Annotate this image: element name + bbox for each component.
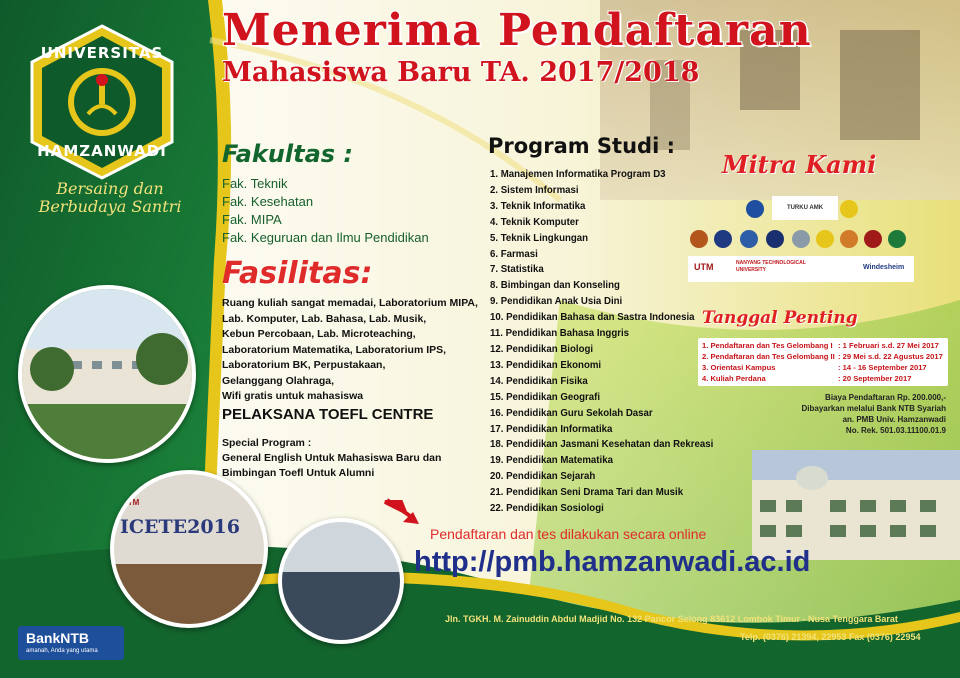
partner-logos-row1: [740, 194, 910, 224]
list-item: General English Untuk Mahasiswa Baru dan: [222, 452, 442, 464]
list-item: Laboratorium Matematika, Laboratorium IPS,: [222, 343, 447, 356]
list-item: 9. Pendidikan Anak Usia Dini: [490, 295, 623, 308]
biaya-line: No. Rek. 501.03.11100.01.9: [845, 426, 946, 435]
biaya-line: Biaya Pendaftaran Rp. 200.000,-: [825, 393, 946, 402]
biaya-block: [740, 392, 946, 436]
partner-logos-row3: [688, 256, 914, 282]
partner-logo-icon: [864, 230, 882, 248]
fakultas-heading: Fakultas :: [222, 140, 354, 168]
biaya-line: an. PMB Univ. Hamzanwadi: [842, 415, 946, 424]
tagline-line1: Bersaing dan: [56, 179, 164, 198]
list-item: 11. Pendidikan Bahasa Inggris: [490, 327, 630, 340]
list-item: 10. Pendidikan Bahasa dan Sastra Indonesia: [490, 311, 695, 324]
list-item: Wifi gratis untuk mahasiswa: [222, 390, 364, 402]
list-item: 22. Pendidikan Sosiologi: [490, 502, 604, 515]
table-row: [702, 340, 944, 351]
toefl-list: [222, 436, 441, 481]
classroom-photo: [278, 518, 404, 644]
tagline: [30, 180, 190, 216]
logo-top-text: UNIVERSITAS: [40, 44, 164, 62]
fakultas-list: [222, 175, 429, 247]
list-item: 14. Pendidikan Fisika: [490, 374, 588, 387]
bank-logo: [18, 626, 124, 660]
list-item: Fak. MIPA: [222, 212, 282, 227]
partner-logo-icon: [766, 230, 784, 248]
list-item: Bimbingan Toefl Untuk Alumni: [222, 467, 375, 479]
list-item: 8. Bimbingan dan Konseling: [490, 279, 620, 292]
mitra-heading: Mitra Kami: [722, 150, 877, 179]
list-item: 3. Teknik Informatika: [490, 199, 586, 212]
list-item: 21. Pendidikan Seni Drama Tari dan Musik: [490, 486, 684, 499]
list-item: 19. Pendidikan Matematika: [490, 454, 613, 467]
bank-slogan: amanah, Anda yang utama: [26, 648, 98, 654]
list-item: 7. Statistika: [490, 263, 544, 276]
list-item: 6. Farmasi: [490, 247, 538, 260]
program-studi-list: [490, 167, 733, 517]
audience-area: [114, 564, 264, 624]
list-item: Laboratorium BK, Perpustakaan,: [222, 359, 386, 371]
logo-bottom-text: HAMZANWADI: [37, 142, 167, 160]
list-item: 5. Teknik Lingkungan: [490, 231, 589, 244]
page-subtitle: Mahasiswa Baru TA. 2017/2018: [222, 57, 700, 88]
list-item: 15. Pendidikan Geografi: [490, 390, 601, 403]
partner-logo-icon: [690, 230, 708, 248]
date-value: : 29 Mei s.d. 22 Agustus 2017: [838, 352, 943, 361]
tagline-line2: Berbudaya Santri: [38, 197, 182, 216]
arrow-right-icon: [383, 496, 423, 526]
list-item: Special Program :: [222, 437, 312, 449]
partner-logo-icon: [840, 200, 858, 218]
registration-link[interactable]: http://pmb.hamzanwadi.ac.id: [414, 546, 811, 578]
campus-photo: [18, 285, 196, 463]
partner-nanyang: NANYANG TECHNOLOGICAL UNIVERSITY: [736, 260, 806, 273]
partner-logo-icon: [888, 230, 906, 248]
icete-banner-text: ICETE2016: [120, 516, 240, 538]
list-item: 4. Teknik Komputer: [490, 215, 579, 228]
partner-turku: TURKU AMK: [772, 196, 838, 220]
list-item: 17. Pendidikan Informatika: [490, 422, 613, 435]
list-item: 2. Sistem Informasi: [490, 183, 579, 196]
list-item: 18. Pendidikan Jasmani Kesehatan dan Rekreasi: [490, 438, 714, 451]
list-item: 16. Pendidikan Guru Sekolah Dasar: [490, 406, 653, 419]
list-item: 20. Pendidikan Sejarah: [490, 470, 596, 483]
date-label: 2. Pendaftaran dan Tes Gelombang II: [702, 352, 835, 361]
partner-logos-row2: [688, 228, 913, 250]
partner-windesheim: Windesheim: [863, 264, 905, 271]
online-note: Pendaftaran dan tes dilakukan secara online: [430, 526, 707, 542]
footer-address: Jln. TGKH. M. Zainuddin Abdul Madjid No. 132 Pancor Selong 83612 Lombok Timur - Nusa Tenggara Barat: [445, 614, 898, 624]
tanggal-table: [698, 338, 948, 386]
list-item: 1. Manajemen Informatika Program D3: [490, 168, 666, 180]
icete-photo: [110, 470, 268, 628]
date-value: : 1 Februari s.d. 27 Mei 2017: [838, 341, 939, 350]
list-item: Ruang kuliah sangat memadai, Laboratorium MIPA,: [222, 297, 478, 309]
university-logo: [22, 22, 182, 182]
fasilitas-list: [222, 296, 478, 405]
partner-logo-icon: [740, 230, 758, 248]
partner-logo-icon: [816, 230, 834, 248]
list-item: Lab. Komputer, Lab. Bahasa, Lab. Musik,: [222, 312, 427, 325]
partner-logo-icon: [792, 230, 810, 248]
date-value: : 20 September 2017: [838, 374, 912, 383]
date-label: 1. Pendaftaran dan Tes Gelombang I: [702, 341, 833, 350]
fasilitas-heading: Fasilitas:: [222, 256, 373, 291]
toefl-heading: PELAKSANA TOEFL CENTRE: [222, 406, 434, 423]
footer-phone: Telp. (0376) 21394, 22953 Fax (0376) 22954: [740, 632, 921, 642]
list-item: Fak. Teknik: [222, 176, 288, 191]
table-row: [702, 351, 944, 362]
bank-name: BankNTB: [26, 630, 90, 646]
list-item: Kebun Percobaan, Lab. Microteaching,: [222, 328, 416, 340]
list-item: Gelanggang Olahraga,: [222, 374, 335, 387]
tanggal-heading: Tanggal Penting: [702, 308, 858, 328]
table-row: [702, 373, 944, 384]
list-item: 13. Pendidikan Ekonomi: [490, 358, 602, 371]
page-title: Menerima Pendaftaran: [222, 5, 812, 56]
partner-logo-icon: [840, 230, 858, 248]
partner-logo-icon: [746, 200, 764, 218]
list-item: Fak. Kesehatan: [222, 194, 314, 209]
icete-utm-text: UTM: [122, 498, 140, 507]
date-value: : 14 - 16 September 2017: [838, 363, 927, 372]
program-studi-heading: Program Studi :: [488, 134, 675, 158]
date-label: 3. Orientasi Kampus: [702, 363, 776, 372]
partner-logo-icon: [714, 230, 732, 248]
classroom-desks: [282, 572, 400, 640]
list-item: Fak. Keguruan dan Ilmu Pendidikan: [222, 230, 429, 245]
partner-utm: UTM: [694, 262, 714, 272]
list-item: 12. Pendidikan Biologi: [490, 342, 594, 355]
table-row: [702, 362, 944, 373]
biaya-line: Dibayarkan melalui Bank NTB Syariah: [801, 404, 946, 413]
date-label: 4. Kuliah Perdana: [702, 374, 766, 383]
